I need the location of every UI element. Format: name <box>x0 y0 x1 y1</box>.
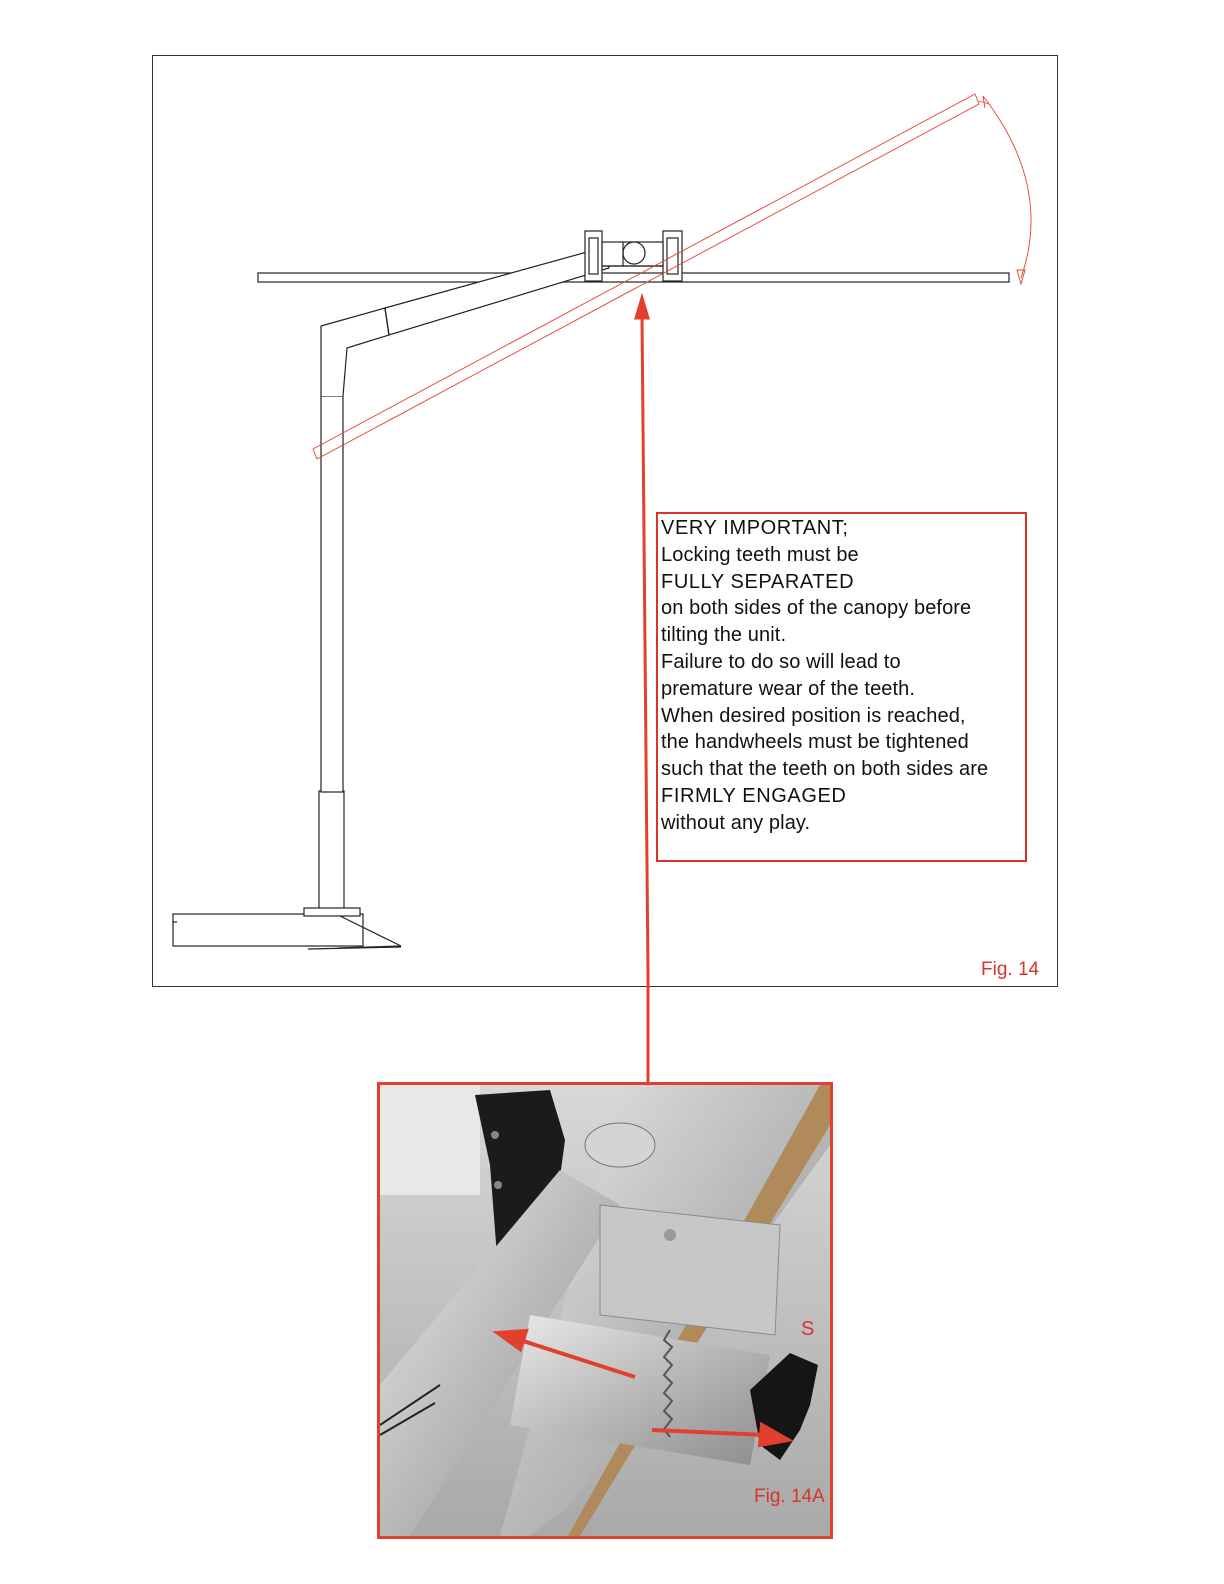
warning-line: Failure to do so will lead to <box>661 650 901 673</box>
warning-heading: VERY IMPORTANT; <box>661 517 849 539</box>
locking-joint-photo <box>380 1085 830 1536</box>
warning-line: When desired position is reached, <box>661 704 966 727</box>
warning-line: FIRMLY ENGAGED <box>661 784 847 807</box>
pointer-arrow-head <box>636 298 648 318</box>
warning-line: Locking teeth must be <box>661 543 859 566</box>
tilt-arc <box>983 96 1031 278</box>
callout-s-label: S <box>801 1318 815 1340</box>
warning-box <box>656 512 1027 862</box>
warning-line: FULLY SEPARATED <box>661 570 855 593</box>
warning-line: such that the teeth on both sides are <box>661 758 989 781</box>
base-plate <box>173 914 363 946</box>
wall <box>380 1085 480 1195</box>
tilt-arm <box>385 247 609 335</box>
pole-lower <box>319 791 344 913</box>
cylinder-cap <box>585 1123 655 1167</box>
figure-14a-label: Fig. 14A <box>754 1486 825 1507</box>
pointer-line-outside <box>640 986 660 1086</box>
figure-14a-photo <box>377 1082 833 1539</box>
bracket-housing <box>600 1205 780 1335</box>
warning-line: without any play. <box>661 811 811 834</box>
warning-line: the handwheels must be tightened <box>661 731 969 754</box>
hub-knob <box>623 242 645 264</box>
warning-line: tilting the unit. <box>661 624 787 647</box>
warning-line: premature wear of the teeth. <box>661 677 916 700</box>
warning-line: on both sides of the canopy before <box>661 597 972 620</box>
figure-14-label: Fig. 14 <box>981 959 1040 980</box>
pointer-arrow-line <box>642 316 649 988</box>
pole-elbow <box>321 308 389 396</box>
